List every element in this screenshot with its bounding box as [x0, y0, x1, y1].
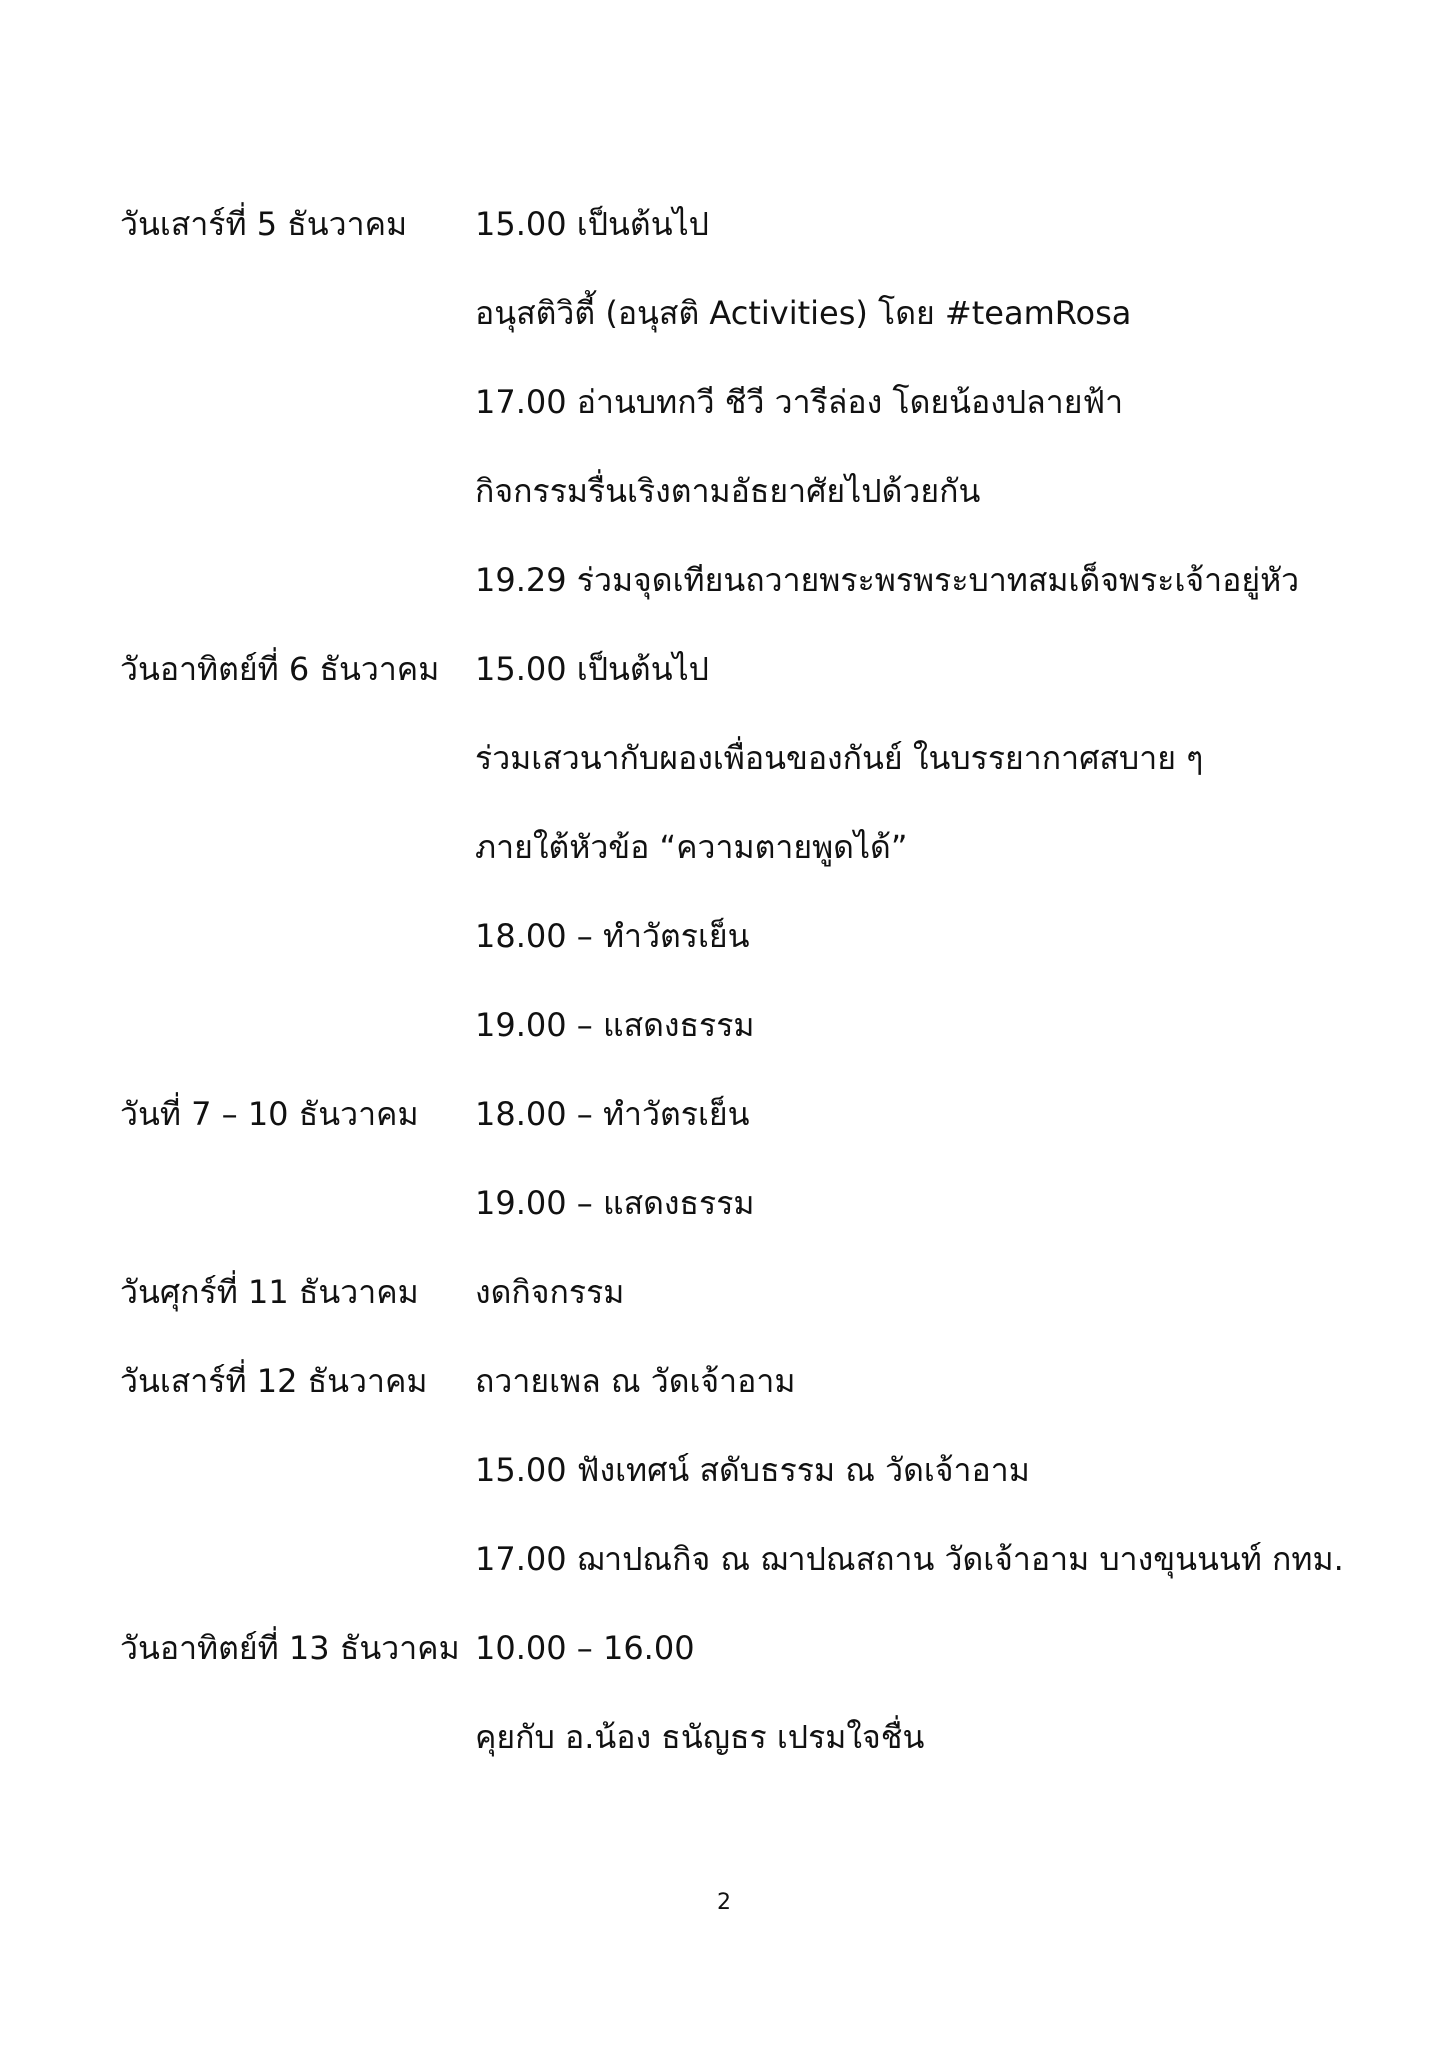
day-label: วันอาทิตย์ที่ 13 ธันวาคม [120, 1629, 460, 1667]
schedule-entry: งดกิจกรรม [475, 1273, 625, 1311]
day-label: วันเสาร์ที่ 5 ธันวาคม [120, 205, 408, 243]
schedule-entry: กิจกรรมรื่นเริงตามอัธยาศัยไปด้วยกัน [475, 472, 981, 510]
day-block [120, 1070, 1340, 1248]
schedule-entry: ถวายเพล ณ วัดเจ้าอาม [475, 1362, 796, 1400]
schedule [120, 180, 1344, 1782]
schedule-entry: 18.00 – ทำวัตรเย็น [475, 1095, 750, 1133]
schedule-entry: 10.00 – 16.00 [475, 1629, 695, 1667]
schedule-entry: 18.00 – ทำวัตรเย็น [475, 917, 750, 955]
day-entries [475, 1070, 1340, 1248]
schedule-entry: 17.00 ฌาปณกิจ ณ ฌาปณสถาน วัดเจ้าอาม บางขุนนนท์ กทม. [475, 1540, 1344, 1578]
day-block [120, 625, 1340, 1070]
day-entries [475, 1248, 1340, 1337]
day-block [120, 1604, 1340, 1782]
schedule-entry: 19.00 – แสดงธรรม [475, 1006, 755, 1044]
schedule-entry: อนุสติวิตี้ (อนุสติ Activities) โดย #teamRosa [475, 294, 1132, 332]
day-label: วันที่ 7 – 10 ธันวาคม [120, 1095, 419, 1133]
day-label: วันเสาร์ที่ 12 ธันวาคม [120, 1362, 428, 1400]
schedule-entry: คุยกับ อ.น้อง ธนัญธร เปรมใจชื่น [475, 1718, 925, 1756]
day-entries [475, 1337, 1344, 1604]
day-block [120, 1248, 1340, 1337]
schedule-entry: 15.00 ฟังเทศน์ สดับธรรม ณ วัดเจ้าอาม [475, 1451, 1030, 1489]
schedule-entry: 19.29 ร่วมจุดเทียนถวายพระพรพระบาทสมเด็จพระเจ้าอยู่หัว [475, 561, 1300, 599]
page-number: 2 [717, 1890, 731, 1915]
schedule-entry: 15.00 เป็นต้นไป [475, 650, 709, 688]
schedule-entry: 17.00 อ่านบทกวี ชีวี วารีล่อง โดยน้องปลายฟ้า [475, 383, 1124, 421]
schedule-entry: ภายใต้หัวข้อ “ความตายพูดได้” [475, 828, 908, 866]
day-label: วันศุกร์ที่ 11 ธันวาคม [120, 1273, 419, 1311]
schedule-entry: 19.00 – แสดงธรรม [475, 1184, 755, 1222]
day-entries [475, 180, 1340, 625]
day-entries [475, 625, 1340, 1070]
day-label: วันอาทิตย์ที่ 6 ธันวาคม [120, 650, 440, 688]
schedule-entry: ร่วมเสวนากับผองเพื่อนของกันย์ ในบรรยากาศสบาย ๆ [475, 739, 1204, 777]
day-block [120, 180, 1340, 625]
day-entries [475, 1604, 1340, 1782]
schedule-entry: 15.00 เป็นต้นไป [475, 205, 709, 243]
day-block [120, 1337, 1344, 1604]
